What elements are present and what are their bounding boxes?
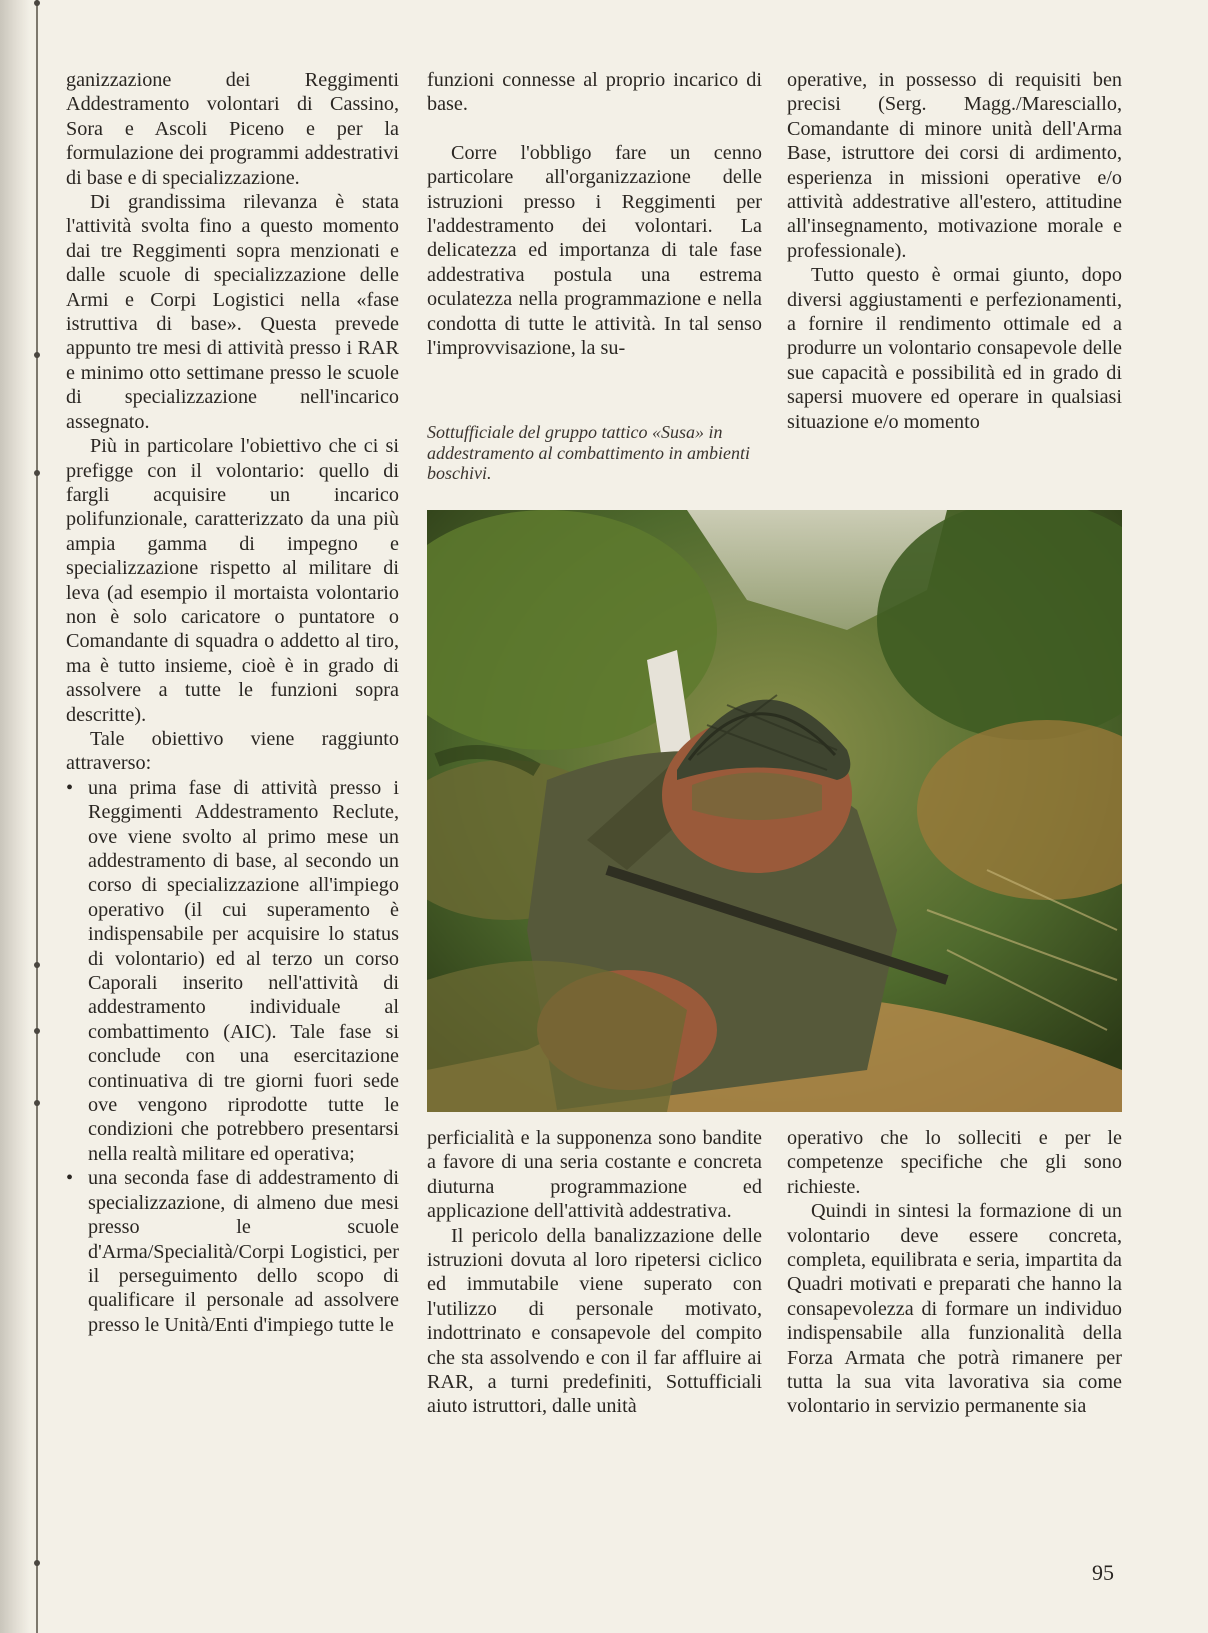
binding-mark <box>34 1028 40 1034</box>
paragraph: funzioni connesse al proprio incarico di base. <box>427 69 762 116</box>
binding-mark <box>34 1560 40 1566</box>
paragraph: operativo che lo solleciti e per le competenze specifiche che gli sono richieste. <box>787 1127 1122 1198</box>
binding-mark <box>34 470 40 476</box>
soldier-illustration <box>427 510 1122 1112</box>
paragraph: operative, in possesso di requisiti ben precisi (Serg. Magg./Maresciallo, Comandante di minore unità dell'Arma Base, istruttore dei corsi di ardimento, esperienza in missioni operative e/o attività addestrative all'estero, attitudine all'insegnamento, motivazione morale e professionale). <box>787 69 1122 262</box>
right-column-bottom <box>787 1126 1122 1419</box>
page-spine-shadow <box>0 0 30 1633</box>
bullet-item: • una seconda fase di addestramento di specializzazione, di almeno due mesi presso le scuole d'Arma/Specialità/Corpi Logistici, per il perseguimento dello scopo di qualificare il personale ad assolvere presso le Unità/Enti d'impiego tutte le <box>66 1166 399 1337</box>
paragraph: ganizzazione dei Reggimenti Addestramento volontari di Cassino, Sora e Ascoli Piceno e per la formulazione dei programmi addestrativi di base e di specializzazione. <box>66 69 399 189</box>
binding-mark <box>34 352 40 358</box>
middle-column-top <box>427 68 762 360</box>
paragraph: Più in particolare l'obiettivo che ci si prefigge con il volontario: quello di fargli acquisire un incarico polifunzionale, caratterizzato da una più ampia gamma di impegno e specializzazione rispetto al militare di leva (ad esempio il mortaista volontario non è solo caricatore o puntatore o Comandante di squadra o addetto al tiro, ma è tutto insieme, cioè è in grado di assolvere a tutte le funzioni sopra descritte). <box>66 435 399 726</box>
paragraph: Tutto questo è ormai giunto, dopo diversi aggiustamenti e perfezionamenti, a fornire il rendimento ottimale ed a produrre un volontario consapevole delle sue capacità e possibilità ed in grado di sapersi muovere ed operare in qualsiasi situazione e/o momento <box>787 264 1122 433</box>
paragraph: Di grandissima rilevanza è stata l'attività svolta fino a questo momento dai tre Reggimenti sopra menzionati e dalle scuole di specializzazione delle Armi e Corpi Logistici nella «fase istruttiva di base». Questa prevede appunto tre mesi di attività presso i RAR e minimo otto settimane presso le scuole di specializzazione nell'incarico assegnato. <box>66 191 399 433</box>
paragraph: Il pericolo della banalizzazione delle istruzioni dovuta al loro ripetersi ciclico ed immutabile viene superato con l'utilizzo di personale motivato, indottrinato e consapevole del compito che sta assolvendo e con il far affluire ai RAR, a turni predefiniti, Sottufficiali aiuto istruttori, dalle unità <box>427 1224 762 1418</box>
right-column-top <box>787 68 1122 434</box>
paragraph: Tale obiettivo viene raggiunto attraverso: <box>66 727 399 775</box>
binding-mark <box>34 0 40 6</box>
photo-caption: Sottufficiale del gruppo tattico «Susa» in addestramento al combattimento in ambienti boschivi. <box>427 422 750 483</box>
page-number: 95 <box>1092 1560 1114 1585</box>
soldier-photo <box>427 510 1122 1112</box>
binding-edge <box>36 0 38 1633</box>
paragraph: perficialità e la supponenza sono bandite a favore di una seria costante e concreta diuturna programmazione ed applicazione dell'attività addestrativa. <box>427 1127 762 1223</box>
left-column <box>66 68 399 1337</box>
paragraph: Corre l'obbligo fare un cenno particolare all'organizzazione delle istruzioni presso i Reggimenti per l'addestramento dei volontari. La delicatezza ed importanza di tale fase addestrativa postula una estrema oculatezza nella programmazione e nella condotta di tutte le attività. In tal senso l'improvvisazione, la su- <box>427 141 762 360</box>
bullet-item: • una prima fase di attività presso i Reggimenti Addestramento Reclute, ove viene svolto al primo mese un addestramento di base, al secondo un corso di specializzazione all'impiego operativo (il cui superamento è indispensabile per acquisire lo status di volontario) ed al terzo un corso Caporali inserito nell'attività di addestramento individuale al combattimento (AIC). Tale fase si conclude con una esercitazione continuativa di tre giorni fuori sede ove vengono riprodotte tutte le condizioni che potrebbero presentarsi nella realtà militare ed operativa; <box>66 776 399 1167</box>
paragraph: Quindi in sintesi la formazione di un volontario deve essere concreta, completa, equilibrata e seria, impartita da Quadri motivati e preparati che hanno la consapevolezza di formare un individuo indispensabile alla funzionalità della Forza Armata che potrà rimanere per tutta la sua vita lavorativa sia come volontario in servizio permanente sia <box>787 1200 1122 1418</box>
middle-column-bottom <box>427 1126 762 1419</box>
binding-mark <box>34 962 40 968</box>
binding-mark <box>34 1100 40 1106</box>
